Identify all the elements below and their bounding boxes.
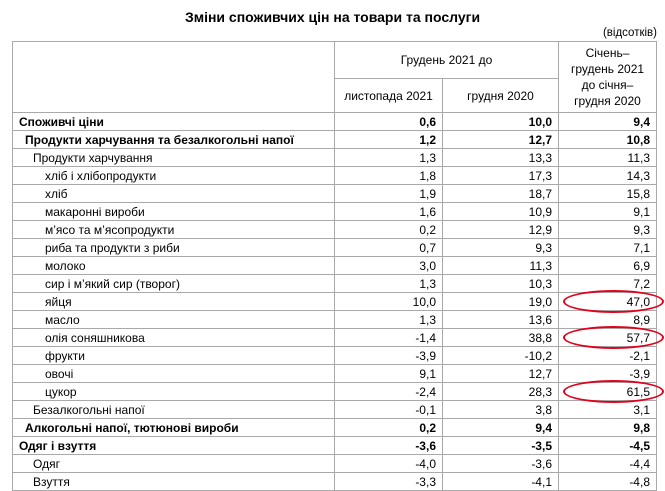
row-label: м’ясо та м’ясопродукти [13, 221, 335, 239]
value-v2: 19,0 [443, 293, 559, 311]
value-v2: 13,6 [443, 311, 559, 329]
value-v2: 12,9 [443, 221, 559, 239]
value-v3: 7,2 [559, 275, 657, 293]
table-row [13, 167, 657, 185]
value-v2: 38,8 [443, 329, 559, 347]
value-v3: 3,1 [559, 401, 657, 419]
value-v3: 10,8 [559, 131, 657, 149]
value-v2: 9,3 [443, 239, 559, 257]
row-label: Взуття [13, 473, 335, 491]
row-label: цукор [13, 383, 335, 401]
row-label: масло [13, 311, 335, 329]
value-v3: 9,3 [559, 221, 657, 239]
value-v2: -3,5 [443, 437, 559, 455]
value-v1: 0,6 [335, 113, 443, 131]
row-label: Продукти харчування [13, 149, 335, 167]
table-row [13, 257, 657, 275]
value-v1: 1,3 [335, 311, 443, 329]
value-v3: 9,4 [559, 113, 657, 131]
value-v3: 15,8 [559, 185, 657, 203]
value-v1: -3,3 [335, 473, 443, 491]
row-label: хліб і хлібопродукти [13, 167, 335, 185]
table-row [13, 203, 657, 221]
value-v1: 3,0 [335, 257, 443, 275]
table-row [13, 311, 657, 329]
row-label: Продукти харчування та безалкогольні напої [13, 131, 335, 149]
value-v2: -3,6 [443, 455, 559, 473]
value-v2: 18,7 [443, 185, 559, 203]
table-body [13, 113, 657, 491]
value-v1: 9,1 [335, 365, 443, 383]
value-v1: 0,2 [335, 221, 443, 239]
value-v2: 11,3 [443, 257, 559, 275]
table-row [13, 419, 657, 437]
units-note: (відсотків) [602, 27, 657, 39]
header-annual-comparison: Січень–грудень 2021 до січня–грудня 2020 [559, 42, 657, 113]
value-v2: 10,3 [443, 275, 559, 293]
row-label: Безалкогольні напої [13, 401, 335, 419]
row-label: Одяг [13, 455, 335, 473]
value-v1: 1,2 [335, 131, 443, 149]
value-v3: -3,9 [559, 365, 657, 383]
value-v2: -10,2 [443, 347, 559, 365]
row-label: Споживчі ціни [13, 113, 335, 131]
row-label: олія соняшникова [13, 329, 335, 347]
value-v3: -4,8 [559, 473, 657, 491]
value-v1: -1,4 [335, 329, 443, 347]
highlighted-value-cell [559, 329, 657, 347]
header-vs-december-2020: грудня 2020 [443, 79, 559, 113]
value-v3: 9,1 [559, 203, 657, 221]
value-v3: 11,3 [559, 149, 657, 167]
value-v1: 1,6 [335, 203, 443, 221]
value-v1: -4,0 [335, 455, 443, 473]
value-v1: 1,9 [335, 185, 443, 203]
table-row [13, 149, 657, 167]
table-title: Зміни споживчих цін на товари та послуги [184, 9, 481, 25]
row-label: Алкогольні напої, тютюнові вироби [13, 419, 335, 437]
row-label: риба та продукти з риби [13, 239, 335, 257]
header-group-december-2021: Грудень 2021 до [335, 42, 559, 79]
value-v3: 9,8 [559, 419, 657, 437]
highlighted-value-cell [559, 383, 657, 401]
table-row [13, 329, 657, 347]
value-v3: -4,5 [559, 437, 657, 455]
value-v2: 9,4 [443, 419, 559, 437]
row-label: фрукти [13, 347, 335, 365]
table-row [13, 347, 657, 365]
highlighted-value-cell [559, 293, 657, 311]
value-v2: 10,9 [443, 203, 559, 221]
value-v1: 1,8 [335, 167, 443, 185]
value-v1: -3,6 [335, 437, 443, 455]
value-v2: 3,8 [443, 401, 559, 419]
value-v2: -4,1 [443, 473, 559, 491]
table-row [13, 383, 657, 401]
table-row [13, 293, 657, 311]
value-v1: 0,2 [335, 419, 443, 437]
value-v3: 8,9 [559, 311, 657, 329]
value-v1: -0,1 [335, 401, 443, 419]
price-change-table [12, 41, 657, 491]
table-row [13, 221, 657, 239]
value-v3: 14,3 [559, 167, 657, 185]
table-row [13, 365, 657, 383]
value-v1: -3,9 [335, 347, 443, 365]
table-row [13, 437, 657, 455]
row-label: яйця [13, 293, 335, 311]
table-row [13, 455, 657, 473]
table-row [13, 401, 657, 419]
value-v3: 61,5 [626, 384, 650, 399]
value-v2: 17,3 [443, 167, 559, 185]
row-label: хліб [13, 185, 335, 203]
table-row [13, 185, 657, 203]
value-v3: -4,4 [559, 455, 657, 473]
value-v3: 7,1 [559, 239, 657, 257]
value-v1: 1,3 [335, 275, 443, 293]
value-v2: 10,0 [443, 113, 559, 131]
value-v2: 12,7 [443, 131, 559, 149]
row-label: овочі [13, 365, 335, 383]
value-v1: 10,0 [335, 293, 443, 311]
table-row [13, 275, 657, 293]
value-v1: 1,3 [335, 149, 443, 167]
header-vs-november-2021: листопада 2021 [335, 79, 443, 113]
value-v2: 28,3 [443, 383, 559, 401]
value-v3: 57,7 [626, 330, 650, 345]
table-row [13, 239, 657, 257]
value-v1: -2,4 [335, 383, 443, 401]
table-row [13, 131, 657, 149]
row-label: Одяг і взуття [13, 437, 335, 455]
value-v3: 47,0 [626, 294, 650, 309]
row-label: сир і м’який сир (творог) [13, 275, 335, 293]
header-category [13, 42, 335, 113]
value-v1: 0,7 [335, 239, 443, 257]
value-v3: 6,9 [559, 257, 657, 275]
row-label: молоко [13, 257, 335, 275]
value-v3: -2,1 [559, 347, 657, 365]
value-v2: 13,3 [443, 149, 559, 167]
table-row [13, 113, 657, 131]
row-label: макаронні вироби [13, 203, 335, 221]
value-v2: 12,7 [443, 365, 559, 383]
